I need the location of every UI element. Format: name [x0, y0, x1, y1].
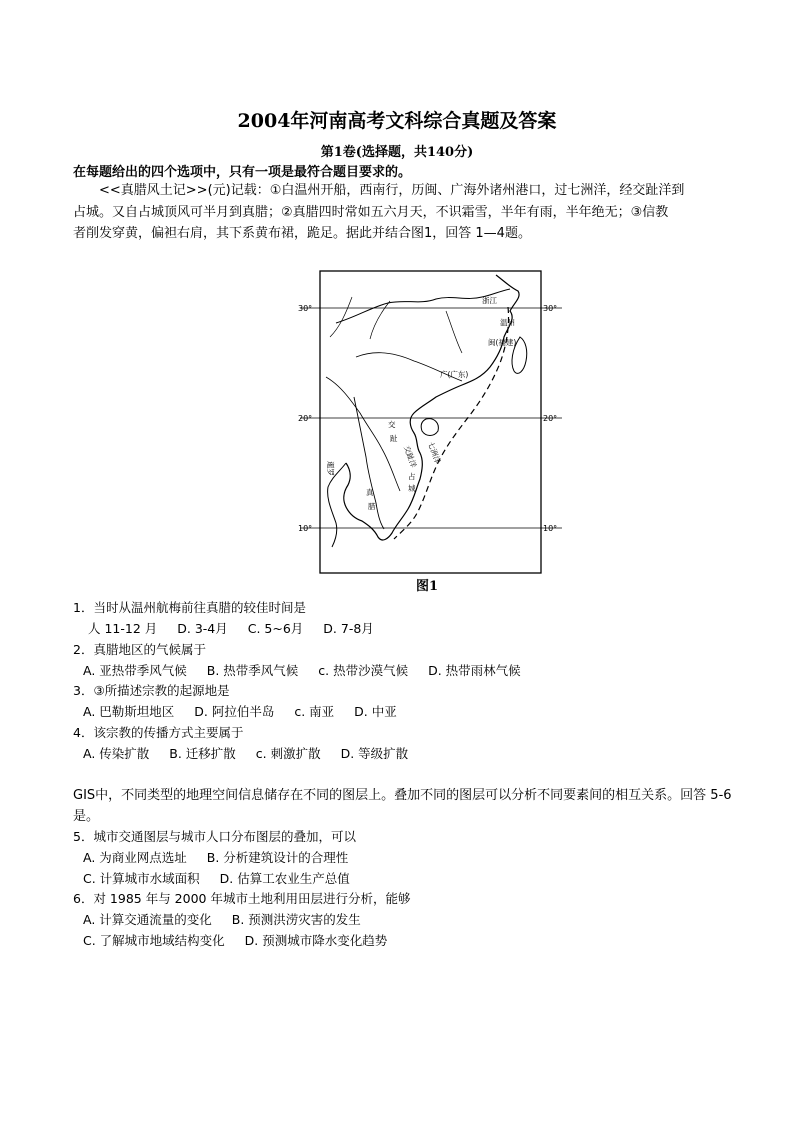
q6-option-b: B. 预测洪涝灾害的发生: [231, 912, 361, 927]
q1-option-1: 人 11-12 月: [88, 621, 158, 636]
lat-30-right: 30°: [543, 304, 558, 313]
question-5-stem: 5．城市交通图层与城市人口分布图层的叠加，可以: [73, 829, 356, 844]
lat-20-left: 20°: [298, 414, 313, 423]
map-figure-1: [296, 267, 566, 597]
instruction: 在每题给出的四个选项中，只有一项是最符合题目要求的。: [73, 165, 412, 180]
label-guang: 广(广东): [440, 370, 469, 379]
q6-option-c: C. 了解城市地域结构变化: [83, 933, 225, 948]
label-min: 闽(福建): [488, 338, 517, 347]
label-jiao: 交: [388, 420, 396, 429]
lat-20-right: 20°: [543, 414, 558, 423]
label-qizhouyang: 七洲洋: [426, 440, 443, 465]
q3-option-d: D. 中亚: [354, 704, 397, 719]
q5-option-a: A. 为商业网点选址: [83, 850, 187, 865]
label-xianluo: 暹罗: [326, 461, 335, 476]
passage-line-2: 占城。又自占城顶风可半月到真腊；②真腊四时常如五六月天，不识霜雪，半年有雨，半年绝无；③信教: [73, 204, 669, 220]
q1-option-4: D. 7-8月: [323, 621, 374, 636]
q2-option-b: B. 热带季风气候: [206, 663, 299, 678]
question-4-stem: 4．该宗教的传播方式主要属于: [73, 725, 244, 740]
question-1-options: [88, 618, 390, 639]
q1-option-2: D. 3-4月: [177, 621, 228, 636]
gis-intro: GIS中，不同类型的地理空间信息储存在不同的图层上。叠加不同的图层可以分析不同要素间的相互关系。回答 5-6 是。: [73, 788, 732, 824]
question-1-stem: 1．当时从温州航梅前往真腊的较佳时间是: [73, 600, 306, 615]
q3-option-a: A. 巴勒斯坦地区: [83, 704, 175, 719]
question-6-options-row1: [83, 909, 377, 930]
q3-option-b: D. 阿拉伯半岛: [194, 704, 275, 719]
question-5-options-row1: [83, 847, 364, 868]
q4-option-c: c. 刺激扩散: [255, 746, 321, 761]
question-2-stem: 2．真腊地区的气候属于: [73, 642, 206, 657]
q6-option-a: A. 计算交通流量的变化: [83, 912, 212, 927]
q1-option-3: C. 5~6月: [247, 621, 304, 636]
hainan-island: [421, 419, 438, 436]
lat-10-right: 10°: [543, 524, 558, 533]
question-6-options-row2: [83, 930, 403, 951]
label-zhejiang: 浙江: [482, 296, 497, 305]
q4-option-a: A. 传染扩散: [83, 746, 150, 761]
question-4-options: [83, 743, 424, 764]
map-caption: 图1: [416, 579, 439, 594]
passage: [73, 180, 728, 245]
question-3-options: [83, 701, 413, 722]
q5-option-d: D. 估算工农业生产总值: [219, 871, 350, 886]
q6-option-d: D. 预测城市降水变化趋势: [244, 933, 388, 948]
lat-10-left: 10°: [298, 524, 313, 533]
label-zhi: 趾: [390, 434, 398, 443]
lat-30-left: 30°: [298, 304, 313, 313]
q4-option-b: B. 迁移扩散: [169, 746, 236, 761]
q2-option-c: c. 热带沙漠气候: [318, 663, 409, 678]
yangtze-river: [336, 289, 510, 323]
label-la: 腊: [368, 502, 376, 511]
q4-option-d: D. 等级扩散: [340, 746, 409, 761]
passage-line-3: 者削发穿黄，偏袒右肩，其下系黄布裙，跪足。据此并结合图1，回答 1—4题。: [73, 226, 531, 241]
label-jiaozhiyang: 交趾洋: [402, 444, 419, 469]
label-cheng: 城: [408, 484, 416, 493]
question-5-options-row2: [83, 868, 366, 889]
q5-option-b: B. 分析建筑设计的合理性: [206, 850, 349, 865]
q2-option-a: A. 亚热带季风气候: [83, 663, 187, 678]
section-subtitle: 第1卷(选择题，共140分): [320, 145, 474, 160]
question-6-stem: 6．对 1985 年与 2000 年城市土地利用田层进行分析，能够: [73, 891, 411, 906]
label-zhen: 真: [366, 488, 374, 497]
coastline: [344, 275, 519, 540]
page-title: 2004年河南高考文科综合真题及答案: [237, 110, 557, 132]
question-3-stem: 3．③所描述宗教的起源地是: [73, 683, 230, 698]
question-2-options: [83, 660, 537, 681]
q2-option-d: D. 热带雨林气候: [428, 663, 521, 678]
passage-line-1: <<真腊风土记>>(元)记载：①白温州开船，西南行，历闽、广海外诸州港口，过七洲洋，经交趾洋到: [99, 183, 685, 198]
label-zhan: 占: [408, 472, 416, 481]
q3-option-c: c. 南亚: [294, 704, 335, 719]
river-5: [330, 297, 462, 353]
q5-option-c: C. 计算城市水域面积: [83, 871, 200, 886]
label-wenzhou: 温州: [500, 318, 515, 327]
